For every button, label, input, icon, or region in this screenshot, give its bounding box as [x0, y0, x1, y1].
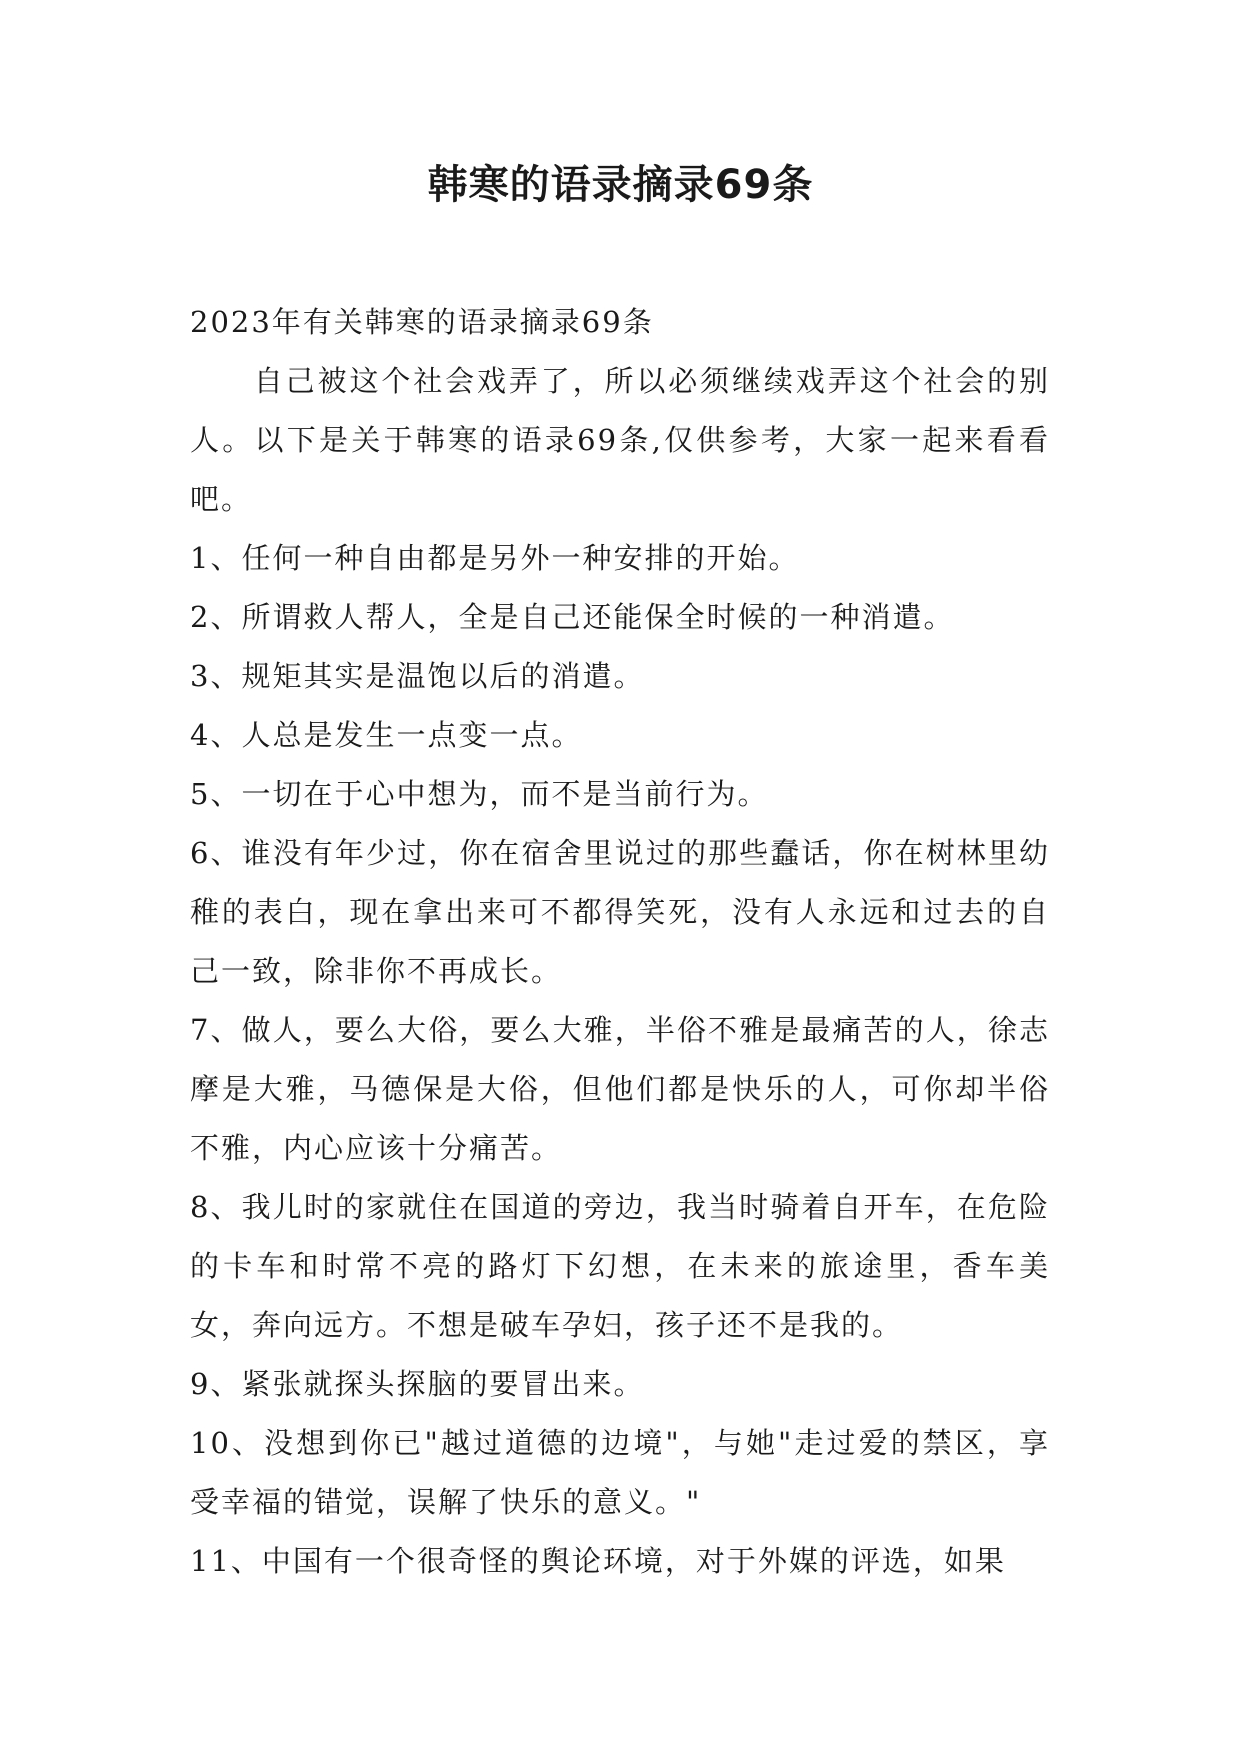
- quote-item: 5、一切在于心中想为，而不是当前行为。: [190, 777, 769, 811]
- quote-item: 8、我儿时的家就住在国道的旁边，我当时骑着自开车，在危险的卡车和时常不亮的路灯下幻想，在未来的旅途里，香车美女，奔向远方。不想是破车孕妇，孩子还不是我的。: [190, 1190, 1050, 1342]
- intro-paragraph: 自己被这个社会戏弄了，所以必须继续戏弄这个社会的别人。以下是关于韩寒的语录69条,仅供参考，大家一起来看看吧。: [190, 364, 1050, 516]
- quote-item: 1、任何一种自由都是另外一种安排的开始。: [190, 541, 800, 575]
- quote-item: 9、紧张就探头探脑的要冒出来。: [190, 1367, 645, 1401]
- quote-item: 4、人总是发生一点变一点。: [190, 718, 583, 752]
- quote-item: 3、规矩其实是温饱以后的消遣。: [190, 659, 645, 693]
- quote-item: 11、中国有一个很奇怪的舆论环境，对于外媒的评选，如果: [190, 1544, 1006, 1578]
- quote-item: 2、所谓救人帮人，全是自己还能保全时候的一种消遣。: [190, 600, 955, 634]
- quote-item: 7、做人，要么大俗，要么大雅，半俗不雅是最痛苦的人，徐志摩是大雅，马德保是大俗，但他们都是快乐的人，可你却半俗不雅，内心应该十分痛苦。: [190, 1013, 1050, 1165]
- document-body: [190, 293, 1050, 1591]
- document-subtitle: 2023年有关韩寒的语录摘录69条: [190, 305, 654, 339]
- quote-item: 10、没想到你已"越过道德的边境"，与她"走过爱的禁区，享受幸福的错觉，误解了快乐的意义。": [190, 1426, 1050, 1519]
- page-title: 韩寒的语录摘录69条: [427, 162, 814, 208]
- quote-item: 6、谁没有年少过，你在宿舍里说过的那些蠢话，你在树林里幼稚的表白，现在拿出来可不都得笑死，没有人永远和过去的自己一致，除非你不再成长。: [190, 836, 1050, 988]
